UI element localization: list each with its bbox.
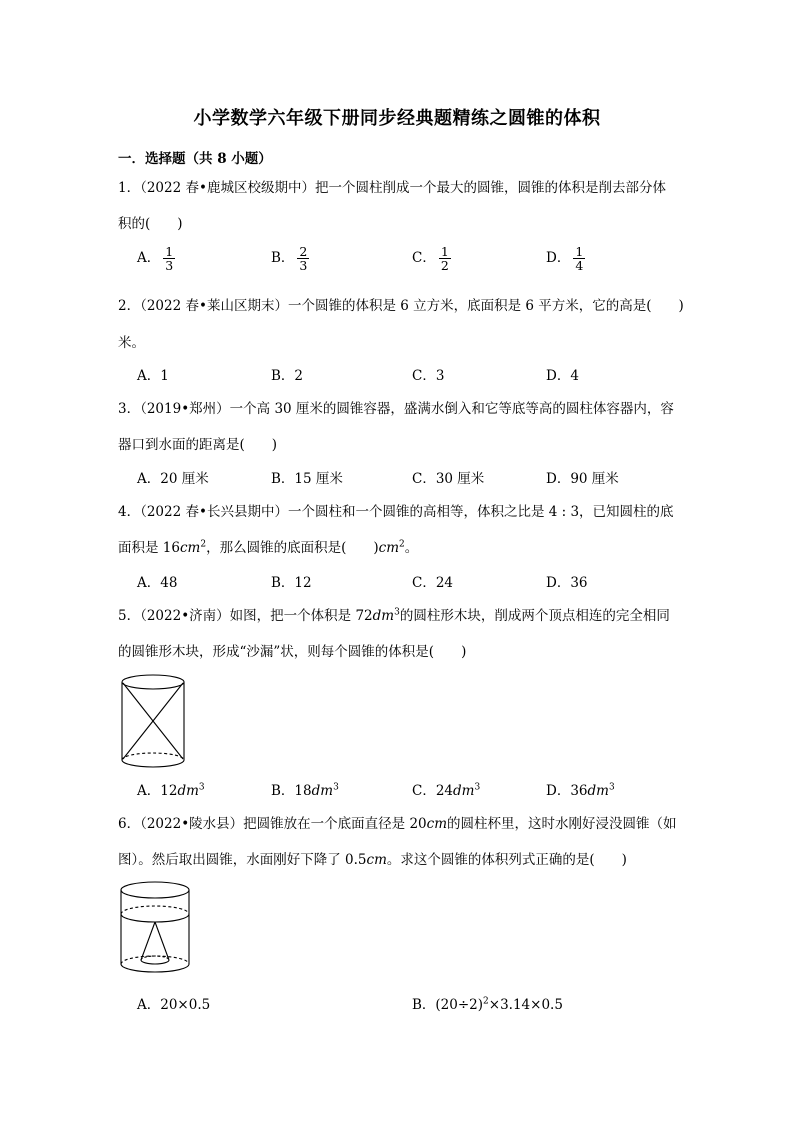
- question-3-option-c[interactable]: C．30 厘米: [412, 471, 485, 487]
- question-5-option-d[interactable]: D．$36dm^3$: [546, 782, 615, 799]
- question-4-option-c[interactable]: C．24: [412, 575, 454, 591]
- question-1-option-a[interactable]: A． $\frac{1}{3}$: [137, 244, 174, 274]
- fraction: $\frac{1}{3}$: [165, 244, 174, 274]
- question-4-option-d[interactable]: D．36: [546, 575, 588, 591]
- question-4-line-1: 4．（2022 春•长兴县期中）一个圆柱和一个圆锥的高相等，体积之比是 4 : 3，已知圆柱的底: [118, 504, 674, 520]
- question-5-option-a[interactable]: A．$12dm^3$: [137, 782, 205, 799]
- fraction: $\frac{2}{3}$: [299, 244, 308, 274]
- question-4-line-2: 面积是 $16cm^2$，那么圆锥的底面积是( )$cm^2$。: [118, 539, 419, 556]
- question-6-line-1: 6．（2022•陵水县）把圆锥放在一个底面直径是 20cm的圆柱杯里，这时水刚好浸没圆锥（如: [118, 816, 677, 832]
- question-3-line-2: 器口到水面的距离是( ): [118, 437, 278, 453]
- question-4-option-b[interactable]: B．12: [271, 575, 312, 591]
- question-3-option-d[interactable]: D．90 厘米: [546, 471, 619, 487]
- question-2-line-2: 米。: [118, 335, 145, 351]
- question-5-option-c[interactable]: C．$24dm^3$: [412, 782, 481, 799]
- question-6-option-a[interactable]: A．20×0.5: [137, 997, 211, 1013]
- fraction: $\frac{1}{4}$: [575, 244, 584, 274]
- question-1-option-c[interactable]: C． $\frac{1}{2}$: [412, 244, 449, 274]
- question-6-option-b[interactable]: B．$(20\div 2)^2\times 3.14\times 0.5$: [412, 996, 563, 1013]
- question-2-option-d[interactable]: D．4: [546, 368, 579, 384]
- fraction: $\frac{1}{2}$: [440, 244, 449, 274]
- question-5-line-1: 5．（2022•济南）如图，把一个体积是 $72dm^3$的圆柱形木块，削成两个顶点相连的完全相同: [118, 607, 670, 624]
- page-title: 小学数学六年级下册同步经典题精练之圆锥的体积: [193, 108, 601, 129]
- question-1-option-d[interactable]: D． $\frac{1}{4}$: [546, 244, 584, 274]
- question-3-option-a[interactable]: A．20 厘米: [137, 471, 209, 487]
- question-1-option-b[interactable]: B． $\frac{2}{3}$: [271, 244, 308, 274]
- question-2-option-c[interactable]: C．3: [412, 368, 445, 384]
- question-1-line-1: 1．（2022 春•鹿城区校级期中）把一个圆柱削成一个最大的圆锥，圆锥的体积是削去部分体: [118, 180, 666, 196]
- question-3-line-1: 3．（2019•郑州）一个高 30 厘米的圆锥容器，盛满水倒入和它等底等高的圆柱体容器内，容: [118, 401, 674, 417]
- section-heading: 一．选择题（共 8 小题）: [118, 151, 272, 167]
- question-6-line-2: 图）。然后取出圆锥，水面刚好下降了 0.5cm。求这个圆锥的体积列式正确的是( ): [118, 852, 627, 868]
- question-3-option-b[interactable]: B．15 厘米: [271, 471, 343, 487]
- hourglass-cylinder-figure: [120, 673, 186, 771]
- question-2-option-b[interactable]: B．2: [271, 368, 304, 384]
- cone-in-cylinder-figure: [118, 880, 192, 976]
- question-1-line-2: 积的( ): [118, 216, 183, 232]
- question-2-line-1: 2．（2022 春•莱山区期末）一个圆锥的体积是 6 立方米，底面积是 6 平方米，它的高是( ): [118, 298, 684, 314]
- question-2-option-a[interactable]: A．1: [137, 368, 169, 384]
- question-4-option-a[interactable]: A．48: [137, 575, 178, 591]
- question-5-option-b[interactable]: B．$18dm^3$: [271, 782, 339, 799]
- question-5-line-2: 的圆锥形木块，形成“沙漏”状，则每个圆锥的体积是( ): [118, 644, 467, 660]
